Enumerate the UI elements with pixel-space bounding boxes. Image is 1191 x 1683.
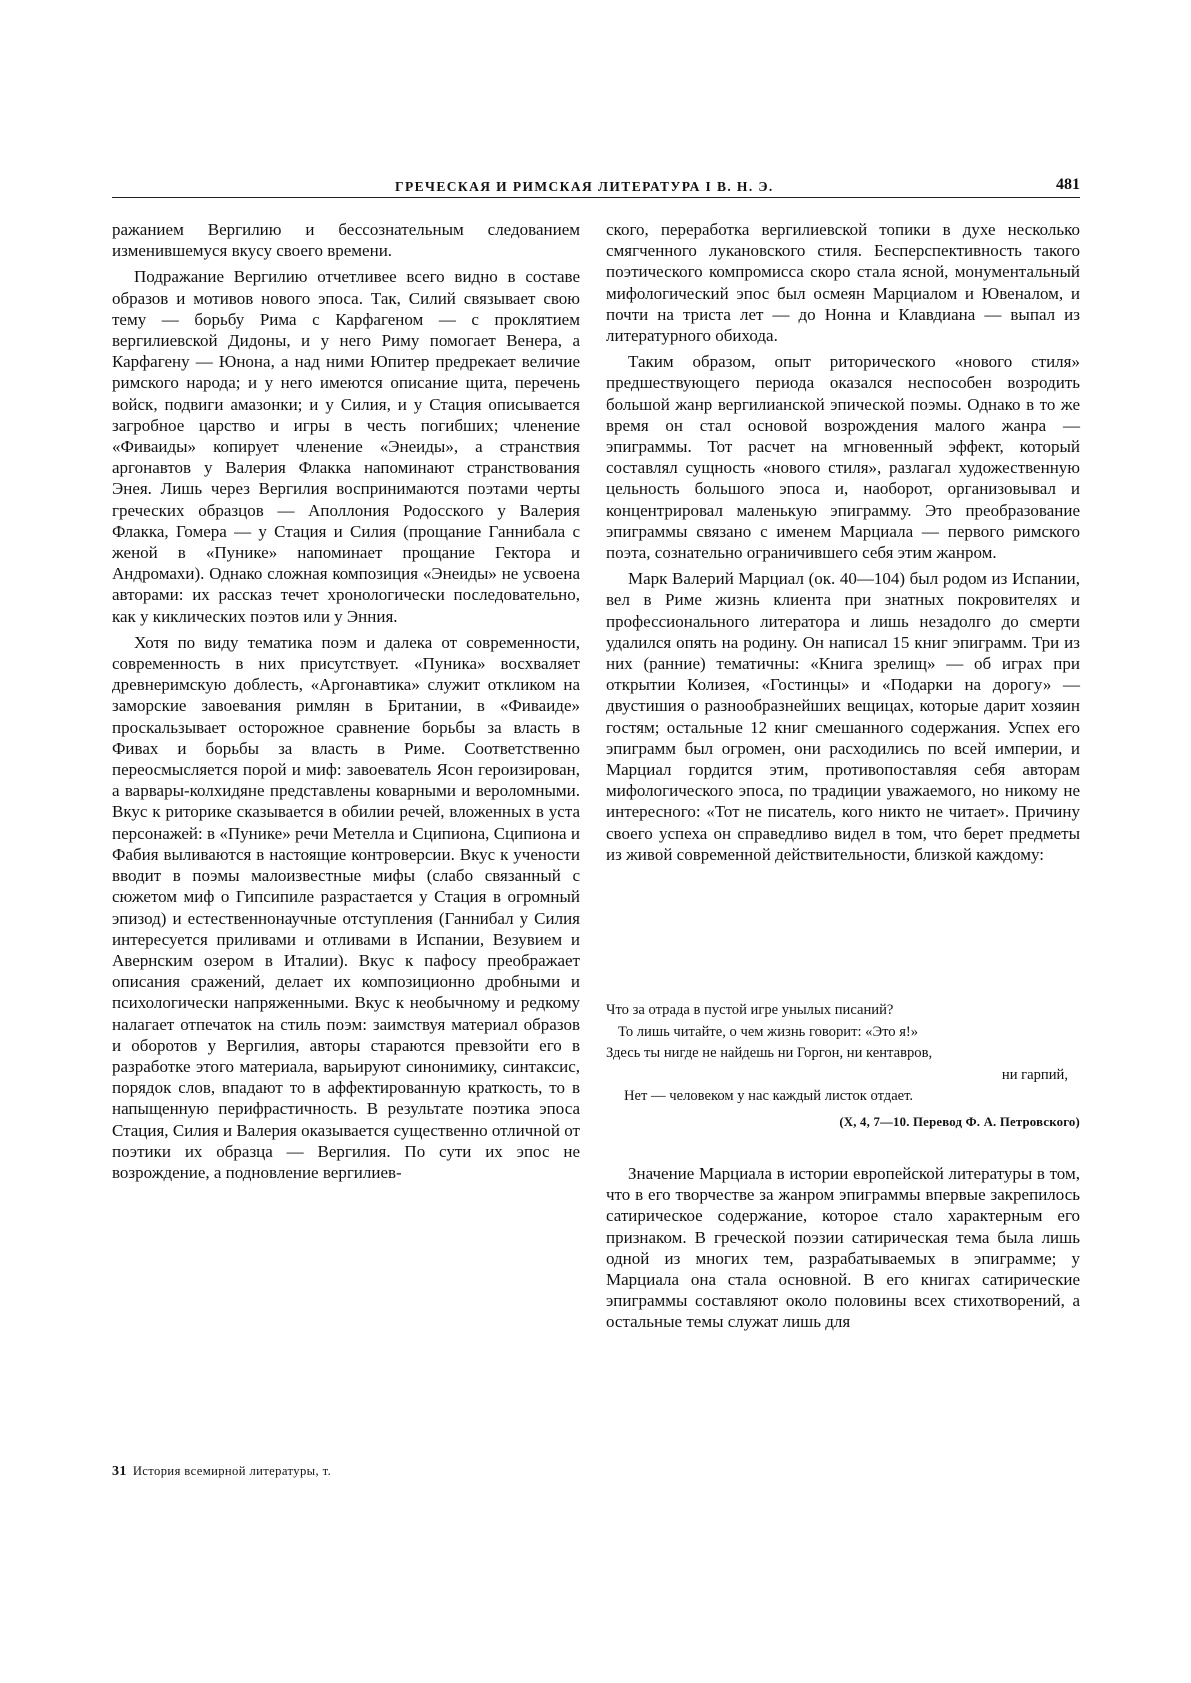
signature-mark: 31 [112,1464,127,1479]
poem-line: Здесь ты нигде не найдешь ни Горгон, ни кентавров, [606,1045,933,1062]
paragraph: Подражание Вергилию отчетливее всего видно в составе образов и мотивов нового эпоса. Так, Силий связывает свою тему — борьбу Рима с Карфагеном — с проклятием вергилиевской Дидоны, и у него Риму помогает Венера, а Карфагену — Юнона, а над ними Юпитер предрекает величие римского народа; и у него имеются описание щита, перечень войск, подвиги амазонки; и у Силия, и у Стация описывается загробное царство и игры в честь погибших; членение «Фиваиды» копирует членение «Энеиды», а странствия аргонавтов у Валерия Флакка напоминают странствования Энея. Лишь через Вергилия воспринимаются поэтами черты греческих образцов — Аполлония Родосского у Валерия Флакка, Гомера — у Стация и Силия (прощание Ганнибала с женой в «Пунике» напоминает прощание Гектора и Андромахи). Однако сложная композиция «Энеиды» не усвоена авторами: их рассказ течет хронологически последовательно, как у киклических поэтов или у Энния. [112,267,580,626]
running-header [112,176,1080,200]
header-rule [112,197,1080,198]
poem-line: ни гарпий, [1001,1066,1068,1083]
paragraph: Марк Валерий Марциал (ок. 40—104) был родом из Испании, вел в Риме жизнь клиента при знатных покровителях и профессионального литератора и лишь незадолго до смерти удалился опять на родину. Он написал 15 книг эпиграмм. Три из них (ранние) тематичны: «Книга зрелищ» — об играх при открытии Колизея, «Гостинцы» и «Подарки на дорогу» — двустишия о разнообразнейших вещицах, которые дарит хозяин гостям; остальные 12 книг смешанного содержания. Успех его эпиграмм был огромен, они расходились по всей империи, и Марциал гордится этим, противопоставляя себя авторам мифологического эпоса, по традиции уважаемого, но никому не интересного: «Тот не писатель, кого никто не читает». Причину своего успеха он справедливо видел в том, что берет предметы из живой современной действительности, близкой каждому: [606,569,1080,864]
paragraph: ского, переработка вергилиевской топики в духе несколько смягченного лукановского стиля. Бесперспективность такого поэтического компромисса скоро стала ясной, монументальный мифологический эпос был осмеян Марциалом и Ювеналом, и почти на триста лет — до Нонна и Клавдиана — выпал из литературного обихода. [606,220,1080,346]
right-column [606,219,1080,865]
poem-line: Нет — человеком у нас каждый листок отдает. [624,1088,914,1105]
poem-line: То лишь читайте, о чем жизнь говорит: «Это я!» [618,1023,919,1040]
left-column [112,219,580,1183]
signature-text: История всемирной литературы, т. [132,1464,332,1478]
paragraph: ражанием Вергилию и бессознательным следованием изменившемуся вкусу своего времени. [112,220,580,261]
signature-footnote [112,1464,331,1480]
paragraph: Значение Марциала в истории европейской литературы в том, что в его творчестве за жанром эпиграммы впервые закрепилось сатирическое содержание, которое стало характерным его признаком. В греческой поэзии сатирическая тема была лишь одной из многих тем, разрабатываемых в эпиграмме; у Марциала она стала основной. В его книгах сатирические эпиграммы составляют около половины всех стихотворений, а остальные темы служат лишь для [606,1164,1080,1332]
poem-line: Что за отрада в пустой игре унылых писаний? [606,1002,894,1018]
poem-attribution: (X, 4, 7—10. Перевод Ф. А. Петровского) [839,1114,1080,1129]
poem-quote [606,1000,1080,1134]
paragraph: Таким образом, опыт риторического «нового стиля» предшествующего периода оказался неспособен возродить большой жанр вергилианской эпической поэмы. Однако в то же время он стал основой возрождения малого жанра — эпиграммы. Тот расчет на мгновенный эффект, который составлял сущность «нового стиля», разлагал художественную цельность большого эпоса и, наоборот, организовывал и концентрировал маленькую эпиграмму. Это преобразование эпиграммы связано с именем Марциала — первого римского поэта, сознательно ограничившего себя этим жанром. [606,352,1080,563]
page-number: 481 [1056,176,1080,193]
right-column-continued [606,1163,1080,1333]
paragraph: Хотя по виду тематика поэм и далека от современности, современность в них присутствует. «Пуника» восхваляет древнеримскую доблесть, «Аргонавтика» служит откликом на заморские завоевания римлян в Британии, в «Фиваиде» проскальзывает осторожное сравнение борьбы за власть в Фивах и борьбы за власть в Риме. Соответственно переосмысляется порой и миф: завоеватель Ясон героизирован, а варвары-колхидяне представлены коварными и вероломными. Вкус к риторике сказывается в обилии речей, вложенных в уста персонажей: в «Пунике» речи Метелла и Сципиона, Сципиона и Фабия выливаются в настоящие контроверсии. Вкус к учености вводит в поэмы малоизвестные мифы (слабо связанный с сюжетом миф о Гипсипиле разрастается у Стация в огромный эпизод) и естественнонаучные отступления (Ганнибал у Силия интересуется приливами и отливами в Испании, Везувием и Авернским озером в Италии). Вкус к пафосу преображает описания сражений, делает их композиционно дробными и психологически напряженными. Вкус к необычному и редкому налагает отпечаток на стиль поэм: заимствуя материал образов и оборотов у Вергилия, авторы стараются превзойти его в разработке этого материала, варьируют синонимику, синтаксис, порядок слов, впадают то в аффектированную краткость, то в напыщенную перифрастичность. В результате поэтика эпоса Стация, Силия и Валерия оказывается существенно отличной от поэтики их образца — Вергилия. По сути их эпос не возрождение, а подновление вергилиев- [112,632,580,1182]
header-title: ГРЕЧЕСКАЯ И РИМСКАЯ ЛИТЕРАТУРА I В. Н. Э. [395,179,774,194]
